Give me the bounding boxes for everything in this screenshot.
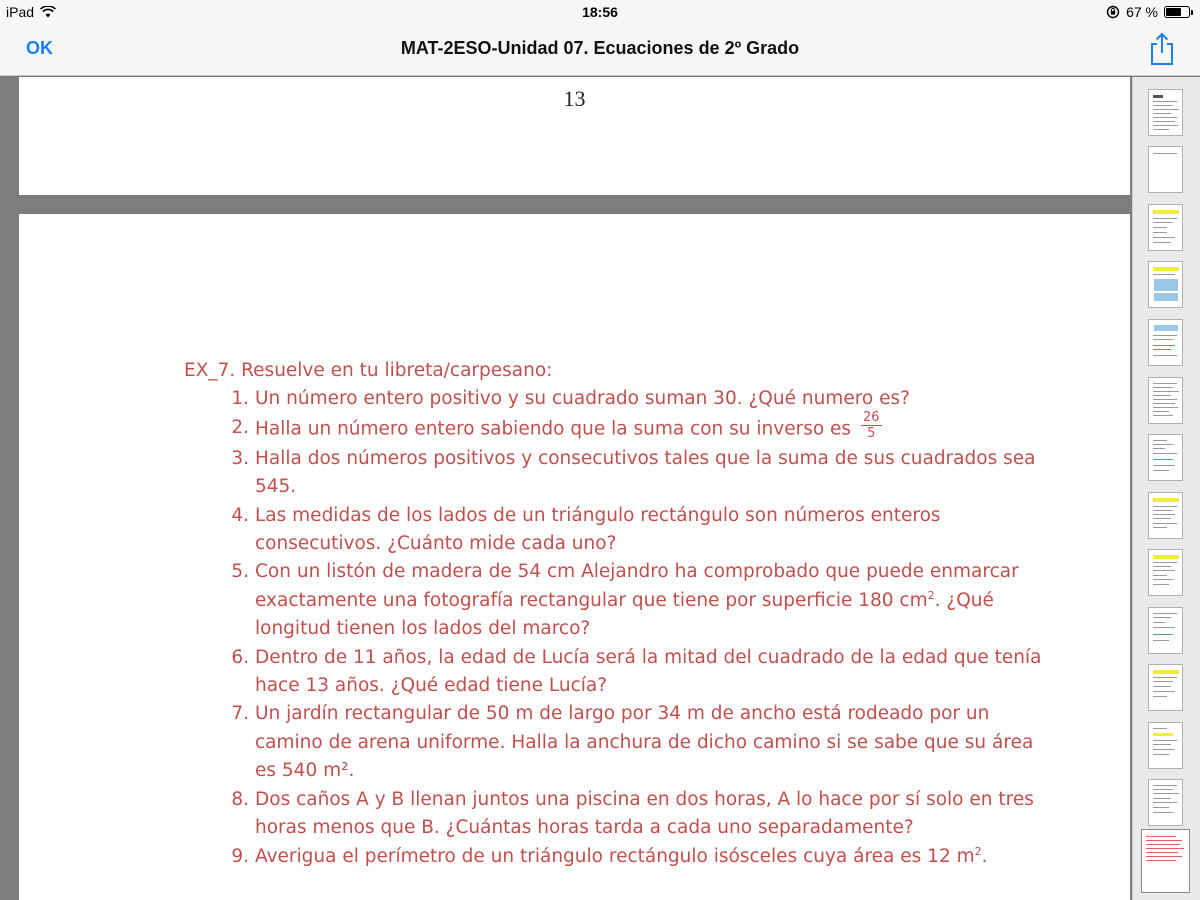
item-text: Un número entero positivo y su cuadrado suman 30. ¿Qué numero es? <box>255 388 910 410</box>
page-thumbnail[interactable] <box>1148 204 1183 251</box>
battery-fill <box>1166 8 1181 16</box>
status-bar <box>0 0 1200 24</box>
item-text: Halla un número entero sabiendo que la suma con su inverso es <box>255 418 852 440</box>
fraction-denominator: 5 <box>867 425 876 441</box>
page-thumbnail[interactable] <box>1148 549 1183 596</box>
orientation-lock-icon <box>1106 5 1120 19</box>
status-right <box>1106 4 1190 20</box>
battery-icon <box>1164 6 1190 18</box>
page-thumbnail[interactable] <box>1148 377 1183 424</box>
item-text: Dos caños A y B llenan juntos una piscina en dos horas, A lo hace por sí solo en tres horas menos que B. ¿Cuántas horas tarda a cada uno separadamente? <box>255 788 1034 839</box>
item-text: Dentro de 11 años, la edad de Lucía será la mitad del cuadrado de la edad que tenía hace 13 años. ¿Qué edad tiene Lucía? <box>255 646 1042 697</box>
superscript: 2 <box>974 844 982 858</box>
item-number: 8. <box>231 788 249 810</box>
exercise-block <box>184 357 1044 871</box>
item-number: 9. <box>231 845 249 867</box>
exercise-item-8 <box>184 786 1044 843</box>
item-text: Las medidas de los lados de un triángulo rectángulo son números enteros consecutivos. ¿Cuánto mide cada uno? <box>255 504 941 555</box>
page-thumbnail[interactable] <box>1148 779 1183 826</box>
item-text: Con un listón de madera de 54 cm Alejandro ha comprobado que puede enmarcar exactamente una fotografía rectangular que tiene por superficie 180 cm <box>255 561 1019 611</box>
page-thumbnail[interactable] <box>1148 722 1183 769</box>
page-thumbnail[interactable] <box>1148 89 1183 136</box>
share-button[interactable] <box>1148 32 1176 66</box>
page-number: 13 <box>563 86 586 111</box>
page-thumbnail[interactable] <box>1148 146 1183 193</box>
item-text-cont: . ¿Qué longitud tienen los lados del marco? <box>255 589 994 640</box>
item-text: Un jardín rectangular de 50 m de largo por 34 m de ancho está rodeado por un camino de arena uniforme. Halla la anchura de dicho camino si se sabe que su área es 540 m². <box>255 703 1034 782</box>
document-viewer[interactable] <box>0 77 1132 900</box>
exercise-item-3 <box>184 445 1044 502</box>
page-thumbnail-current[interactable] <box>1141 829 1190 893</box>
ok-button[interactable]: OK <box>26 38 53 58</box>
item-text: Averigua el perímetro de un triángulo rectángulo isósceles cuya área es 12 m <box>255 845 975 867</box>
exercise-list <box>184 385 1044 871</box>
item-number: 6. <box>231 646 249 668</box>
nav-bar <box>0 24 1200 76</box>
exercise-item-4 <box>184 502 1044 559</box>
exercise-item-7 <box>184 700 1044 785</box>
fraction-numerator: 26 <box>862 409 880 425</box>
page-thumbnails[interactable] <box>1132 77 1200 900</box>
item-text: Halla dos números positivos y consecutivos tales que la suma de sus cuadrados sea 545. <box>255 447 1036 498</box>
exercise-item-6 <box>184 644 1044 701</box>
page-thumbnail[interactable] <box>1148 492 1183 539</box>
exercise-title: EX_7. Resuelve en tu libreta/carpesano: <box>184 360 553 381</box>
item-number: 3. <box>231 447 249 469</box>
exercise-item-9 <box>184 843 1044 871</box>
share-icon <box>1148 32 1176 66</box>
item-number: 2. <box>231 416 249 438</box>
battery-percent: 67 % <box>1126 4 1158 20</box>
page-thumbnail[interactable] <box>1148 607 1183 654</box>
page-thumbnail[interactable] <box>1148 261 1183 308</box>
item-number: 5. <box>231 561 249 583</box>
current-page <box>19 214 1130 900</box>
exercise-item-1 <box>184 385 1044 413</box>
item-number: 1. <box>231 388 249 410</box>
page-thumbnail[interactable] <box>1148 434 1183 481</box>
fraction <box>861 410 882 441</box>
item-number: 4. <box>231 504 249 526</box>
document-title: MAT-2ESO-Unidad 07. Ecuaciones de 2º Grado <box>400 38 800 58</box>
device-label: iPad <box>6 4 35 20</box>
item-text-cont: . <box>981 845 988 867</box>
superscript: 2 <box>927 588 935 602</box>
exercise-item-5 <box>184 558 1044 643</box>
status-time: 18:56 <box>582 4 618 20</box>
previous-page <box>19 77 1130 195</box>
page-thumbnail[interactable] <box>1148 664 1183 711</box>
exercise-item-2 <box>184 409 1044 445</box>
item-number: 7. <box>231 703 249 725</box>
page-thumbnail[interactable] <box>1148 319 1183 366</box>
